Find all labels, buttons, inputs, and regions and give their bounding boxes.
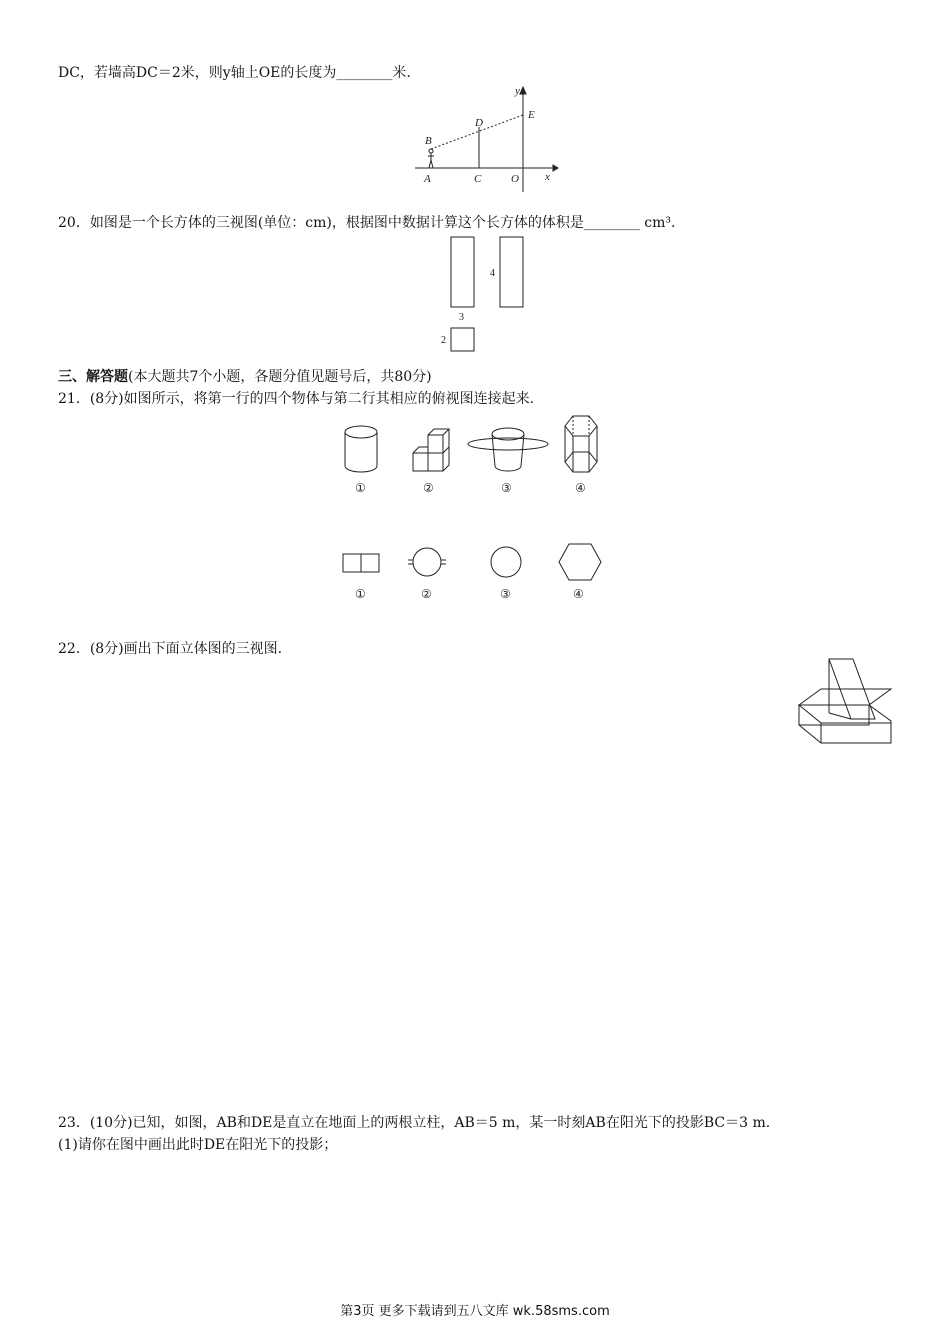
person-figure (428, 153, 434, 168)
view-circle-with-handles (408, 548, 446, 576)
label-width-3: 3 (459, 312, 464, 323)
view-hexagon (559, 544, 601, 580)
figure-19-coordinate-diagram (395, 82, 565, 197)
side-view (500, 237, 523, 307)
question-20-text: 20．如图是一个长方体的三视图(单位：cm)，根据图中数据计算这个长方体的体积是________ cm³. (58, 215, 676, 231)
label-b: B (425, 135, 432, 147)
bottom-label-2: ② (421, 587, 432, 601)
top-label-2: ② (423, 481, 434, 495)
label-depth-2: 2 (441, 335, 446, 346)
label-height-4: 4 (490, 268, 495, 279)
top-label-4: ④ (575, 481, 586, 495)
section-3-heading (58, 368, 432, 386)
object-cube-stack (413, 429, 449, 471)
question-21-text: 21．(8分)如图所示，将第一行的四个物体与第二行其相应的俯视图连接起来. (58, 391, 535, 407)
view-two-squares (343, 554, 379, 572)
figure-21-top-views-row (335, 540, 620, 605)
front-view (451, 237, 474, 307)
page-footer: 第3页 更多下载请到五八文库 wk.58sms.com (340, 1304, 610, 1319)
question-22-text: 22．(8分)画出下面立体图的三视图. (58, 641, 283, 657)
top-label-3: ③ (501, 481, 512, 495)
figure-22-solid (795, 655, 895, 753)
object-cylinder (345, 426, 377, 472)
bottom-label-3: ③ (500, 587, 511, 601)
label-c: C (474, 173, 482, 185)
top-label-1: ① (355, 481, 366, 495)
x-axis-arrow (553, 165, 558, 171)
view-circle (491, 547, 521, 577)
object-cup (468, 428, 548, 471)
section-3-note: (本大题共7个小题，各题分值见题号后，共80分) (128, 369, 432, 385)
label-o: O (511, 173, 519, 185)
bottom-label-1: ① (355, 587, 366, 601)
label-a: A (424, 173, 431, 185)
question-19-text: DC，若墙高DC＝2米，则y轴上OE的长度为________米. (58, 65, 411, 81)
y-axis-arrow (520, 87, 526, 94)
section-3-title: 三、解答题 (58, 369, 128, 385)
person-head (429, 149, 433, 153)
label-e: E (528, 109, 535, 121)
label-y: y (515, 85, 520, 97)
figure-21-objects-row (335, 410, 620, 505)
object-hex-prism (565, 416, 597, 472)
label-x: x (545, 171, 550, 183)
label-d: D (475, 117, 483, 129)
figure-20-three-views (435, 232, 535, 354)
question-23-part-1: (1)请你在图中画出此时DE在阳光下的投影； (58, 1137, 338, 1153)
question-23-text: 23．(10分)已知，如图，AB和DE是直立在地面上的两根立柱，AB＝5 m，某一时刻AB在阳光下的投影BC＝3 m. (58, 1115, 771, 1131)
top-view (451, 328, 474, 351)
bottom-label-4: ④ (573, 587, 584, 601)
